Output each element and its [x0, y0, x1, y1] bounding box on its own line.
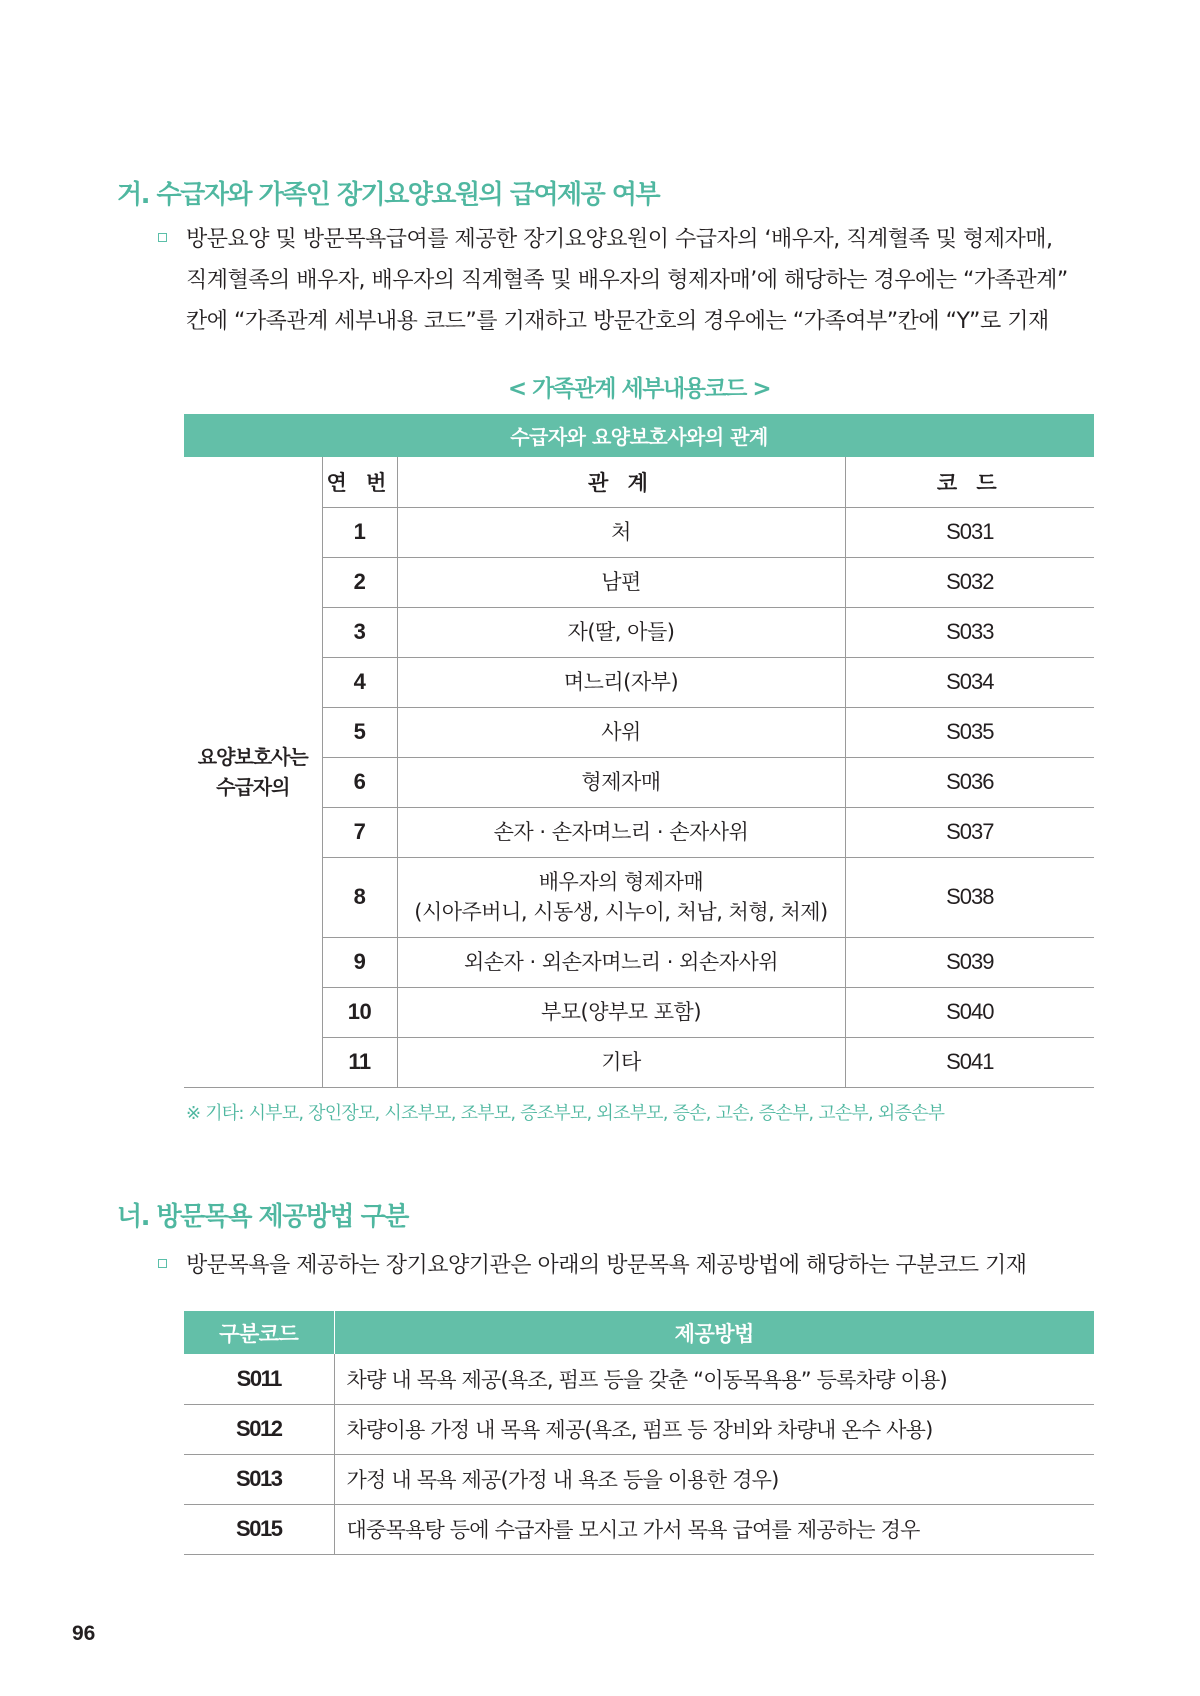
row-code: S032 [845, 557, 1094, 607]
table-top-header-row [184, 414, 1094, 457]
method-description: 대중목욕탕 등에 수급자를 모시고 가서 목욕 급여를 제공하는 경우 [334, 1504, 1094, 1554]
table-row [184, 1354, 1094, 1404]
method-description: 가정 내 목욕 제공(가정 내 욕조 등을 이용한 경우) [334, 1454, 1094, 1504]
table-column-header-row [184, 457, 1094, 507]
row-number: 4 [322, 657, 397, 707]
row-code: S035 [845, 707, 1094, 757]
col-header-code: 코 드 [845, 457, 1094, 507]
family-caregiver-paragraph [158, 219, 1093, 342]
row-number: 11 [322, 1037, 397, 1087]
row-relation: 외손자 · 외손자며느리 · 외손자사위 [397, 937, 845, 987]
row-relation: 부모(양부모 포함) [397, 987, 845, 1037]
row-relation [397, 857, 845, 937]
col-header-code: 구분코드 [184, 1311, 334, 1354]
table-row [184, 1454, 1094, 1504]
row-relation-line: 배우자의 형제자매 [538, 870, 704, 894]
row-relation: 손자 · 손자며느리 · 손자사위 [397, 807, 845, 857]
method-code: S013 [184, 1454, 334, 1504]
paragraph-line: 방문요양 및 방문목욕급여를 제공한 장기요양요원이 수급자의 ‘배우자, 직계혈족 및 형제자매, [186, 227, 1053, 252]
group-label-line: 요양보호사는 [197, 744, 308, 769]
row-code: S033 [845, 607, 1094, 657]
method-description: 차량이용 가정 내 목욕 제공(욕조, 펌프 등 장비와 차량내 온수 사용) [334, 1404, 1094, 1454]
col-header-relation: 관 계 [397, 457, 845, 507]
family-relation-code-table [184, 414, 1094, 1088]
col-header-number: 연 번 [322, 457, 397, 507]
table-top-header: 수급자와 요양보호사와의 관계 [184, 414, 1094, 457]
row-relation: 처 [397, 507, 845, 557]
row-number: 8 [322, 857, 397, 937]
row-relation: 형제자매 [397, 757, 845, 807]
table-row [184, 1404, 1094, 1454]
row-code: S041 [845, 1037, 1094, 1087]
row-number: 9 [322, 937, 397, 987]
bath-method-paragraph [158, 1245, 1093, 1286]
group-label-cell [184, 457, 322, 1087]
bath-method-code-table [184, 1311, 1094, 1555]
section-heading-bath-method: 너. 방문목욕 제공방법 구분 [117, 1202, 408, 1232]
group-label-line: 수급자의 [216, 774, 290, 799]
row-code: S036 [845, 757, 1094, 807]
method-code: S011 [184, 1354, 334, 1404]
row-code: S039 [845, 937, 1094, 987]
method-description: 차량 내 목욕 제공(욕조, 펌프 등을 갖춘 “이동목욕용” 등록차량 이용) [334, 1354, 1094, 1404]
row-number: 2 [322, 557, 397, 607]
paragraph-line: 직계혈족의 배우자, 배우자의 직계혈족 및 배우자의 형제자매’에 해당하는 경우에는 “가족관계” [186, 268, 1068, 293]
row-code: S034 [845, 657, 1094, 707]
row-relation: 남편 [397, 557, 845, 607]
page-number: 96 [72, 1622, 96, 1645]
section-heading-family-caregiver: 거. 수급자와 가족인 장기요양요원의 급여제공 여부 [117, 180, 660, 210]
row-number: 5 [322, 707, 397, 757]
row-number: 7 [322, 807, 397, 857]
row-number: 1 [322, 507, 397, 557]
row-number: 3 [322, 607, 397, 657]
paragraph-line: 방문목욕을 제공하는 장기요양기관은 아래의 방문목욕 제공방법에 해당하는 구분코드 기재 [186, 1253, 1027, 1278]
row-relation: 자(딸, 아들) [397, 607, 845, 657]
method-table-header-row [184, 1311, 1094, 1354]
square-bullet-icon [158, 233, 167, 242]
col-header-method: 제공방법 [334, 1311, 1094, 1354]
table-row [184, 1504, 1094, 1554]
row-relation: 며느리(자부) [397, 657, 845, 707]
paragraph-line: 칸에 “가족관계 세부내용 코드”를 기재하고 방문간호의 경우에는 “가족여부”칸에 “Y”로 기재 [186, 309, 1049, 334]
row-code: S040 [845, 987, 1094, 1037]
other-relations-footnote: ※ 기타: 시부모, 장인장모, 시조부모, 조부모, 증조부모, 외조부모, 증손, 고손, 증손부, 고손부, 외증손부 [186, 1103, 945, 1124]
square-bullet-icon [158, 1259, 167, 1268]
row-code: S037 [845, 807, 1094, 857]
row-relation: 사위 [397, 707, 845, 757]
method-code: S015 [184, 1504, 334, 1554]
row-code: S031 [845, 507, 1094, 557]
row-code: S038 [845, 857, 1094, 937]
row-number: 10 [322, 987, 397, 1037]
relation-code-table-title: < 가족관계 세부내용코드 > [507, 376, 771, 402]
method-code: S012 [184, 1404, 334, 1454]
row-number: 6 [322, 757, 397, 807]
row-relation: 기타 [397, 1037, 845, 1087]
row-relation-line: (시아주버니, 시동생, 시누이, 처남, 처형, 처제) [414, 900, 828, 924]
